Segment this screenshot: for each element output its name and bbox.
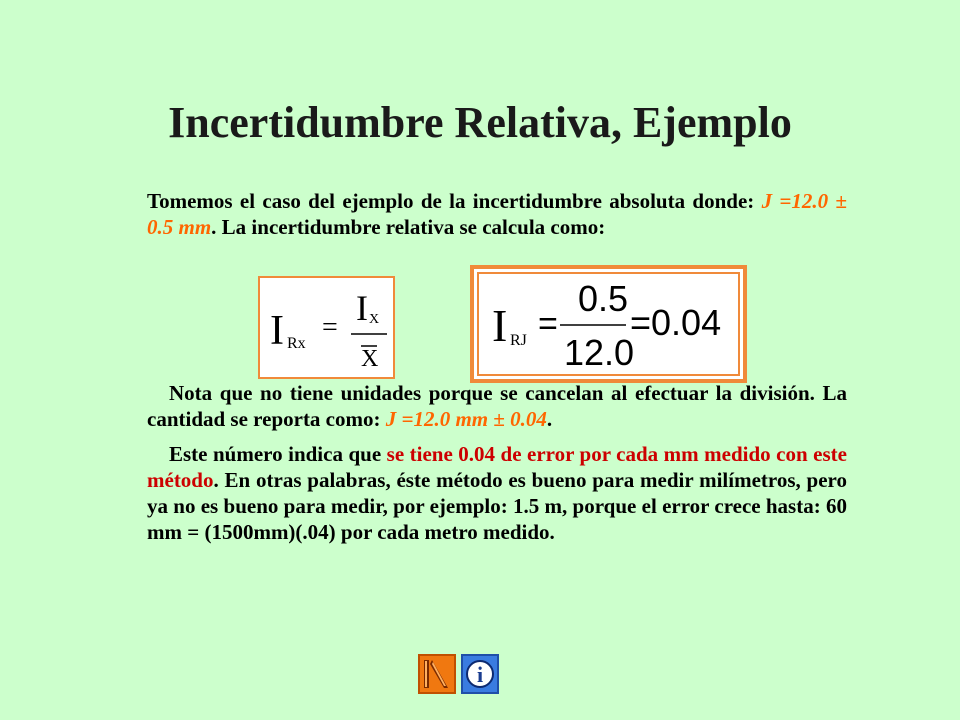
intro-text-b: . La incertidumbre relativa se calcula como: — [211, 215, 606, 239]
intro-value: J =12.0 ± 0.5 mm — [147, 189, 847, 239]
note-paragraph — [147, 380, 847, 432]
note-text-a: Nota que no tiene unidades porque se cancelan al efectuar la división. La cantidad se reporta como: — [147, 381, 847, 431]
formula1-lhs-sub: Rx — [287, 335, 306, 352]
explanation-paragraph — [147, 441, 847, 545]
example-formula-box — [470, 265, 747, 383]
general-formula — [260, 278, 393, 377]
explanation-text-a: Este número indica que — [169, 442, 387, 466]
formula1-num-symbol: I — [356, 288, 368, 328]
formula2-result: =0.04 — [630, 302, 722, 343]
example-formula — [474, 269, 743, 379]
formula1-equals: = — [322, 312, 338, 343]
note-value: J =12.0 mm ± 0.04 — [385, 407, 547, 431]
explanation-text-b: . En otras palabras, éste método es bueno para medir milímetros, pero ya no es bueno para medir, por ejemplo: 1.5 m, porque el error crece hasta: 60 mm = (1500mm)(.04) por cada metro medido. — [147, 468, 847, 544]
slide-title: Incertidumbre Relativa, Ejemplo — [168, 98, 792, 147]
formula1-num-sub: X — [369, 312, 380, 327]
formula2-equals: = — [538, 305, 558, 343]
general-formula-box — [258, 276, 395, 379]
formula1-lhs-symbol: I — [270, 308, 284, 354]
formula2-lhs-sub: RJ — [510, 332, 527, 349]
explanation-highlight: se tiene 0.04 de error por cada mm medido con este método — [147, 442, 847, 492]
info-icon — [463, 656, 497, 692]
formula2-lhs-symbol: I — [492, 300, 508, 351]
end-icon — [420, 656, 454, 692]
intro-paragraph — [147, 188, 847, 240]
intro-text-a: Tomemos el caso del ejemplo de la incertidumbre absoluta donde: — [147, 189, 762, 213]
formula2-numerator: 0.5 — [578, 278, 629, 319]
note-text-b: . — [546, 407, 553, 431]
info-button[interactable] — [461, 654, 499, 694]
info-glyph: i — [476, 662, 484, 687]
end-button[interactable] — [418, 654, 456, 694]
formula2-denominator: 12.0 — [564, 332, 635, 373]
formula1-den: X — [361, 346, 379, 372]
